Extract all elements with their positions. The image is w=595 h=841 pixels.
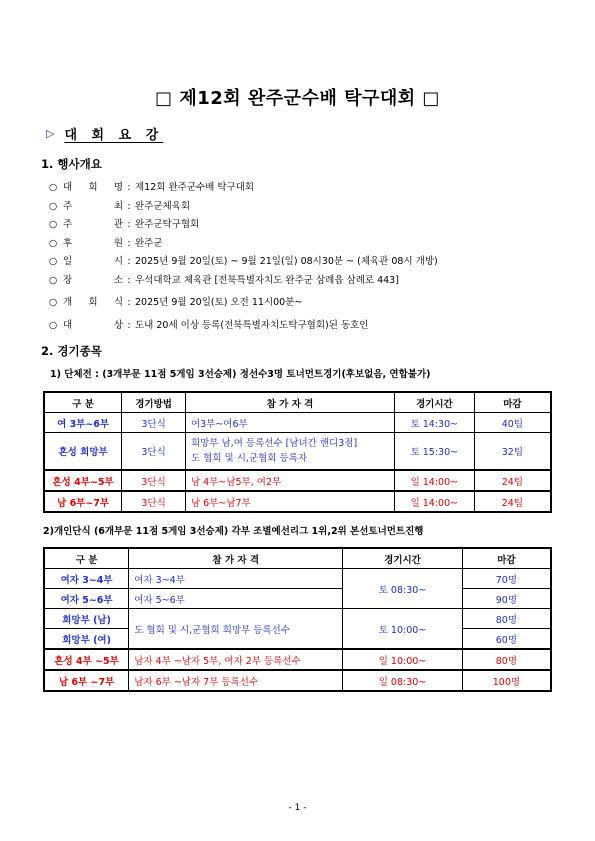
overview-item-target: ○ 대 상 : 도내 20세 이상 등록(전북특별자치도탁구협회)된 동호인	[49, 317, 438, 336]
overview-item-sponsor: ○ 후 원 : 완주군	[49, 235, 438, 254]
division-cell: 혼성 4부 ~5부	[44, 649, 129, 670]
division-cell: 희망부 (여)	[44, 629, 129, 650]
section-title: 대 회 요 강	[64, 128, 164, 143]
table-row	[44, 609, 551, 629]
overview-value: 2025년 9월 20일(토) 오전 11시00분~	[135, 297, 303, 308]
division-cell: 혼성 희망부	[44, 433, 122, 471]
team-event-table	[43, 391, 552, 513]
table-row	[44, 413, 551, 433]
column-header: 경기시간	[394, 392, 474, 413]
overview-item-organizer: ○ 주 관 : 완주군탁구협회	[49, 216, 438, 235]
overview-value: 완주군탁구협회	[135, 219, 200, 230]
heading-events: 2. 경기종목	[41, 344, 102, 358]
division-cell: 남 6부 ~7부	[44, 670, 129, 691]
column-header: 구 분	[44, 392, 122, 413]
method-cell: 3단식	[122, 470, 186, 491]
overview-value: 도내 20세 이상 등록(전북특별자치도탁구협회)된 동호인	[135, 319, 369, 331]
column-header: 참 가 자 격	[185, 392, 394, 413]
limit-cell: 80명	[462, 609, 551, 629]
table-row	[44, 569, 551, 589]
overview-item-venue: ○ 장 소 : 우석대학교 체육관 [전북특별자치도 완주군 삼례읍 삼례로 443]	[49, 272, 438, 291]
time-cell: 토 08:30~	[343, 569, 463, 609]
qualification-cell: 여자 3~4부	[129, 569, 343, 589]
overview-label: 개 회 식	[63, 297, 123, 308]
overview-item-name: ○ 대 회 명 : 제12회 완주군수배 탁구대회	[49, 179, 438, 198]
division-cell: 여자 3~4부	[44, 569, 129, 589]
column-header: 경기시간	[343, 548, 463, 569]
limit-cell: 24팀	[474, 491, 551, 512]
circle-bullet-icon: ○	[49, 256, 58, 267]
time-cell: 일 14:00~	[394, 470, 474, 491]
overview-item-host: ○ 주 최 : 완주군체육회	[49, 198, 438, 217]
qualification-cell: 도 협회 및 시,군협회 희망부 등록선수	[129, 609, 343, 650]
column-header: 경기방법	[122, 392, 186, 413]
overview-list	[49, 179, 438, 335]
heading-event-overview: 1. 행사개요	[41, 157, 102, 171]
page-number: - 1 -	[288, 803, 307, 813]
table-header-row	[44, 392, 551, 413]
team-event-description: 1) 단체전 : (3개부문 11점 5게임 3선승제) 정선수3명 토너먼트경기(후보없음, 연합불가)	[50, 369, 431, 380]
method-cell: 3단식	[122, 433, 186, 471]
overview-item-date: ○ 일 시 : 2025년 9월 20일(토) ~ 9월 21일(일) 08시30분 ~ (체육관 08시 개방)	[49, 253, 438, 272]
circle-bullet-icon: ○	[49, 237, 58, 249]
division-cell: 희망부 (남)	[44, 609, 129, 629]
limit-cell: 40팀	[474, 413, 551, 433]
column-header: 마감	[462, 548, 551, 569]
overview-label: 장 소	[63, 274, 123, 286]
qualification-cell: 여3부~여6부	[185, 413, 394, 433]
overview-label: 주 관	[63, 219, 123, 230]
time-cell: 토 10:00~	[343, 609, 463, 650]
time-cell: 토 14:30~	[394, 413, 474, 433]
column-header: 참 가 자 격	[129, 548, 343, 569]
table-row	[44, 433, 551, 471]
overview-value: 제12회 완주군수배 탁구대회	[135, 182, 255, 193]
method-cell: 3단식	[122, 413, 186, 433]
limit-cell: 60명	[462, 629, 551, 650]
division-cell: 혼성 4부~5부	[44, 470, 122, 491]
circle-bullet-icon: ○	[49, 319, 58, 331]
limit-cell: 32팀	[474, 433, 551, 471]
division-cell: 여 3부~6부	[44, 413, 122, 433]
division-cell: 남 6부~7부	[44, 491, 122, 512]
overview-label: 대 회 명	[63, 182, 123, 193]
qualification-cell: 희망부 남,여 등록선수 [남녀간 핸디3점] 도 협회 및 시,군협회 등록자	[185, 433, 394, 471]
time-cell: 일 14:00~	[394, 491, 474, 512]
qualification-cell: 여자 5~6부	[129, 589, 343, 609]
overview-label: 대 상	[63, 319, 123, 331]
section-heading	[46, 124, 163, 143]
circle-bullet-icon: ○	[49, 274, 58, 286]
method-cell: 3단식	[122, 491, 186, 512]
qualification-cell: 남자 6부 ~남자 7부 등록선수	[129, 670, 343, 691]
overview-value: 완주군체육회	[135, 200, 191, 212]
column-header: 마감	[474, 392, 551, 413]
limit-cell: 24팀	[474, 470, 551, 491]
overview-label: 후 원	[63, 237, 123, 249]
overview-value: 우석대학교 체육관 [전북특별자치도 완주군 삼례읍 삼례로 443]	[135, 274, 399, 286]
table-row	[44, 649, 551, 670]
overview-item-opening: ○ 개 회 식 : 2025년 9월 20일(토) 오전 11시00분~	[49, 294, 438, 313]
circle-bullet-icon: ○	[49, 200, 58, 212]
table-row	[44, 491, 551, 512]
qualification-cell: 남 6부~남7부	[185, 491, 394, 512]
time-cell: 일 08:30~	[343, 670, 463, 691]
circle-bullet-icon: ○	[49, 219, 58, 230]
limit-cell: 80명	[462, 649, 551, 670]
qualification-cell: 남 4부~남5부, 여2부	[185, 470, 394, 491]
overview-value: 2025년 9월 20일(토) ~ 9월 21일(일) 08시30분 ~ (체육관 08시 개방)	[135, 256, 438, 267]
table-row	[44, 589, 551, 609]
limit-cell: 70명	[462, 569, 551, 589]
circle-bullet-icon: ○	[49, 297, 58, 308]
table-row	[44, 670, 551, 691]
limit-cell: 90명	[462, 589, 551, 609]
circle-bullet-icon: ○	[49, 182, 58, 193]
table-row	[44, 470, 551, 491]
column-header: 구 분	[44, 548, 129, 569]
triangle-marker-icon: ▷	[46, 127, 55, 140]
overview-label: 주 최	[63, 200, 123, 212]
time-cell: 일 10:00~	[343, 649, 463, 670]
overview-label: 일 시	[63, 256, 123, 267]
singles-event-table	[43, 547, 552, 692]
limit-cell: 100명	[462, 670, 551, 691]
overview-value: 완주군	[135, 237, 163, 249]
time-cell: 토 15:30~	[394, 433, 474, 471]
table-header-row	[44, 548, 551, 569]
division-cell: 여자 5~6부	[44, 589, 129, 609]
qualification-cell: 남자 4부 ~남자 5부, 여자 2부 등록선수	[129, 649, 343, 670]
document-title: □ 제12회 완주군수배 탁구대회 □	[155, 88, 440, 109]
singles-event-description: 2)개인단식 (6개부문 11점 5게임 3선승제) 각부 조별예선리그 1위,2위 본선토너먼트진행	[43, 526, 424, 537]
